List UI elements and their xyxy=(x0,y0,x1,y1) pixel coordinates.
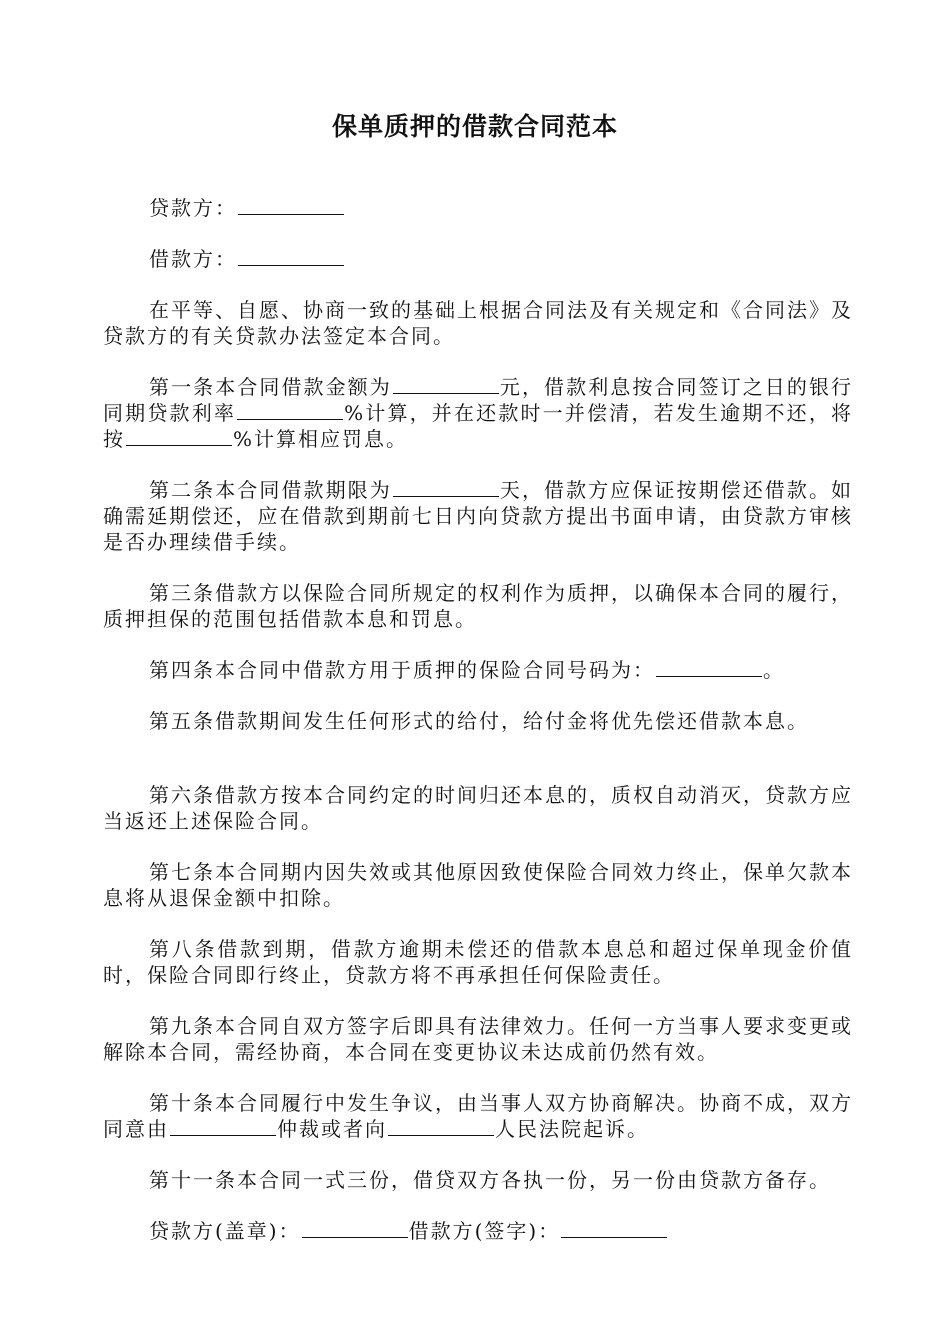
article-3: 第三条借款方以保险合同所规定的权利作为质押，以确保本合同的履行，质押担保的范围包括借款本息和罚息。 xyxy=(103,581,853,631)
policy-number-blank xyxy=(656,658,762,677)
borrower-sign-blank xyxy=(561,1219,667,1238)
article-2-text-1: 第二条本合同借款期限为 xyxy=(149,478,392,502)
article-10-text-1: 第十条本合同履行中发生争议，由当事人双方协商解决。协商不成，双方同意由 xyxy=(103,1091,853,1141)
article-7: 第七条本合同期内因失效或其他原因致使保险合同效力终止，保单欠款本息将从退保金额中扣除。 xyxy=(103,860,853,910)
article-6: 第六条借款方按本合同约定的时间归还本息的，质权自动消灭，贷款方应当返还上述保险合同。 xyxy=(103,783,853,833)
lender-seal-blank xyxy=(302,1219,408,1238)
article-2-text-2: 天，借款方应保证按期偿还借款。如确需延期偿还，应在借款到期前七日内向贷款方提出书面申请，由贷款方审核是否办理续借手续。 xyxy=(103,478,854,554)
article-1 xyxy=(103,374,853,452)
article-8: 第八条借款到期，借款方逾期未偿还的借款本息总和超过保单现金价值时，保险合同即行终止，贷款方将不再承担任何保险责任。 xyxy=(103,937,853,987)
lender-blank xyxy=(238,196,344,215)
article-10-text-3: 人民法院起诉。 xyxy=(495,1117,649,1141)
article-10 xyxy=(103,1090,853,1142)
lender-label: 贷款方： xyxy=(149,196,237,220)
article-4-text-1: 第四条本合同中借款方用于质押的保险合同号码为： xyxy=(149,658,655,682)
article-5: 第五条借款期间发生任何形式的给付，给付金将优先偿还借款本息。 xyxy=(149,709,809,733)
article-1-text-1: 第一条本合同借款金额为 xyxy=(149,375,392,399)
article-2 xyxy=(103,477,853,555)
article-9: 第九条本合同自双方签字后即具有法律效力。任何一方当事人要求变更或解除本合同，需经协商，本合同在变更协议未达成前仍然有效。 xyxy=(103,1014,853,1064)
article-1-text-3: %计算，并在还款时一并偿清，若发生逾期不还，将按 xyxy=(103,401,853,451)
loan-amount-blank xyxy=(393,375,499,394)
document-title: 保单质押的借款合同范本 xyxy=(331,112,618,141)
article-10-text-2: 仲裁或者向 xyxy=(277,1117,387,1141)
article-1-text-4: %计算相应罚息。 xyxy=(233,427,409,451)
interest-rate-blank xyxy=(237,401,343,420)
article-11: 第十一条本合同一式三份，借贷双方各执一份，另一份由贷款方备存。 xyxy=(149,1168,831,1192)
document-body xyxy=(103,195,853,1244)
article-1-text-2: 元，借款利息按合同签订之日的银行同期贷款利率 xyxy=(103,375,854,425)
borrower-sign-label: 借款方(签字)： xyxy=(408,1219,561,1243)
lender-seal-label: 贷款方(盖章)： xyxy=(149,1219,301,1243)
borrower-line xyxy=(103,246,853,272)
preamble-paragraph: 在平等、自愿、协商一致的基础上根据合同法及有关规定和《合同法》及贷款方的有关贷款办法签定本合同。 xyxy=(103,298,853,348)
lender-line xyxy=(103,195,853,221)
borrower-label: 借款方： xyxy=(149,247,237,271)
borrower-blank xyxy=(238,247,344,266)
signature-line xyxy=(103,1218,853,1244)
article-4-text-2: 。 xyxy=(763,658,785,682)
penalty-rate-blank xyxy=(126,427,232,446)
arbitration-blank xyxy=(170,1117,276,1136)
article-4 xyxy=(103,657,853,683)
loan-term-blank xyxy=(393,478,499,497)
court-blank xyxy=(388,1117,494,1136)
